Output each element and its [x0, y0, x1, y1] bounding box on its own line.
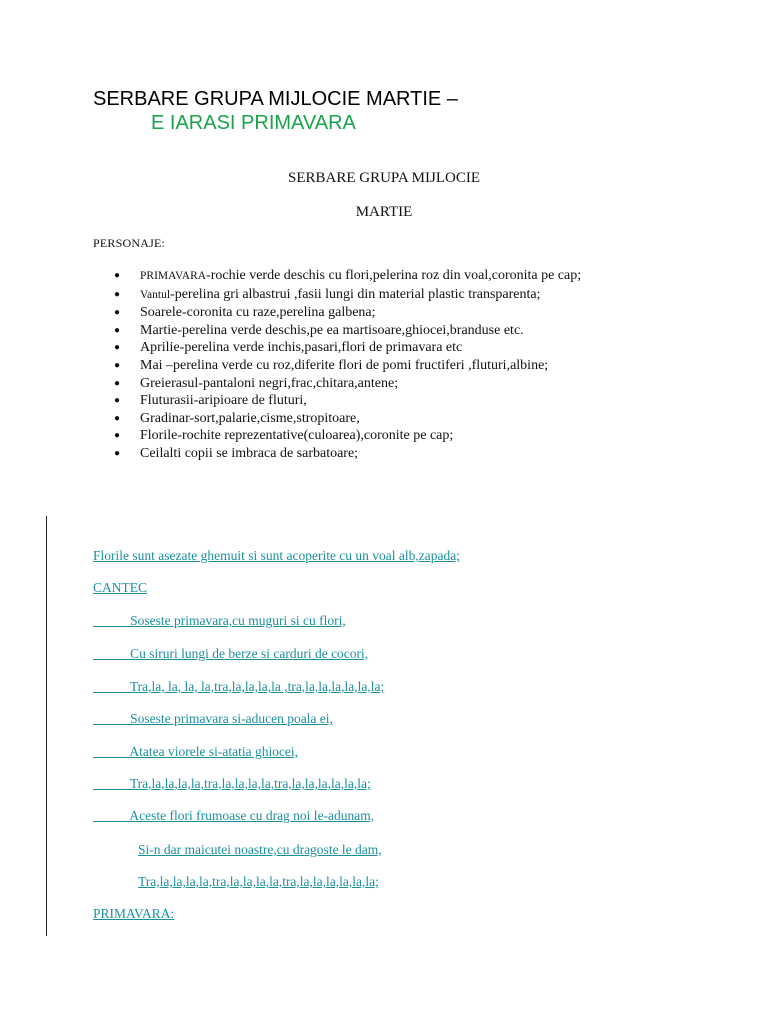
character-description: Florile-rochite reprezentative(culoarea),coronite pe cap; [140, 428, 454, 444]
character-description: -rochie verde deschis cu flori,pelerina roz din voal,coronita pe cap; [206, 268, 582, 283]
bullet-icon: ● [114, 447, 121, 459]
list-item [114, 410, 581, 428]
lyric-line: Tra,la,la,la,la,tra,la,la,la,la,tra,la,la,la,la,la,la; [138, 874, 379, 889]
bullet-icon: ● [114, 430, 121, 442]
character-name: PRIMAVARA [140, 270, 207, 282]
character-description: Mai –perelina verde cu roz,diferite flori de pomi fructiferi ,fluturi,albine; [140, 357, 549, 373]
bullet-icon: ● [114, 377, 121, 389]
document-subtitle: E IARASI PRIMAVARA [151, 112, 356, 134]
lyric-line: Soseste primavara si-aducen poala ei, [93, 711, 333, 726]
lyric-line: Si-n dar maicutei noastre,cu dragoste le dam, [138, 842, 382, 857]
lyric-line: Atatea viorele si-atatia ghiocei, [93, 744, 299, 759]
list-item [114, 304, 581, 322]
list-item [114, 267, 581, 286]
list-item [114, 392, 581, 410]
scene-intro: Florile sunt asezate ghemuit si sunt acoperite cu un voal alb,zapada; [93, 548, 461, 563]
characters-label: PERSONAJE: [93, 236, 166, 250]
lyric-line: Tra,la,la,la,la,tra,la,la,la,la,tra,la,la,la,la,la,la; [93, 776, 371, 791]
lyric-line: Soseste primavara,cu muguri si cu flori, [93, 613, 346, 628]
list-item [114, 357, 581, 375]
character-description: Aprilie-perelina verde inchis,pasari,flori de primavara etc [140, 340, 463, 356]
bullet-icon: ● [114, 412, 121, 424]
character-description: Fluturasii-aripioare de fluturi, [140, 393, 307, 409]
bullet-icon: ● [114, 307, 121, 319]
lyric-line: Cu siruri lungi de berze si carduri de cocori, [93, 646, 369, 661]
bullet-icon: ● [114, 342, 121, 354]
list-item [114, 445, 581, 463]
characters-list [114, 267, 581, 463]
list-item [114, 286, 581, 305]
bullet-icon: ● [114, 270, 121, 281]
bullet-icon: ● [114, 359, 121, 371]
song-label: CANTEC [93, 580, 147, 595]
next-speaker: PRIMAVARA: [93, 906, 175, 921]
margin-line [46, 516, 47, 936]
character-description: -perelina gri albastrui ,fasii lungi din material plastic transparenta; [170, 286, 541, 302]
list-item [114, 339, 581, 357]
character-description: Soarele-coronita cu raze,perelina galbena; [140, 305, 376, 321]
character-description: Ceilalti copii se imbraca de sarbatoare; [140, 445, 359, 461]
list-item [114, 375, 581, 393]
lyric-line: Tra,la, la, la, la,tra,la,la,la,la ,tra,la,la,la,la,la,la; [93, 679, 385, 694]
bullet-icon: ● [114, 395, 121, 407]
section-heading: SERBARE GRUPA MIJLOCIE [288, 170, 480, 186]
section-subheading: MARTIE [355, 204, 413, 220]
character-description: Martie-perelina verde deschis,pe ea martisoare,ghiocei,branduse etc. [140, 322, 524, 338]
document-title: SERBARE GRUPA MIJLOCIE MARTIE – [93, 88, 458, 110]
character-description: Greierasul-pantaloni negri,frac,chitara,antene; [140, 375, 399, 391]
lyric-line: Aceste flori frumoase cu drag noi le-adunam, [93, 808, 375, 823]
character-description: Gradinar-sort,palarie,cisme,stropitoare, [140, 410, 360, 426]
list-item [114, 322, 581, 340]
bullet-icon: ● [114, 324, 121, 336]
character-name: Vantul [140, 288, 171, 301]
bullet-icon: ● [114, 288, 121, 300]
list-item [114, 427, 581, 445]
